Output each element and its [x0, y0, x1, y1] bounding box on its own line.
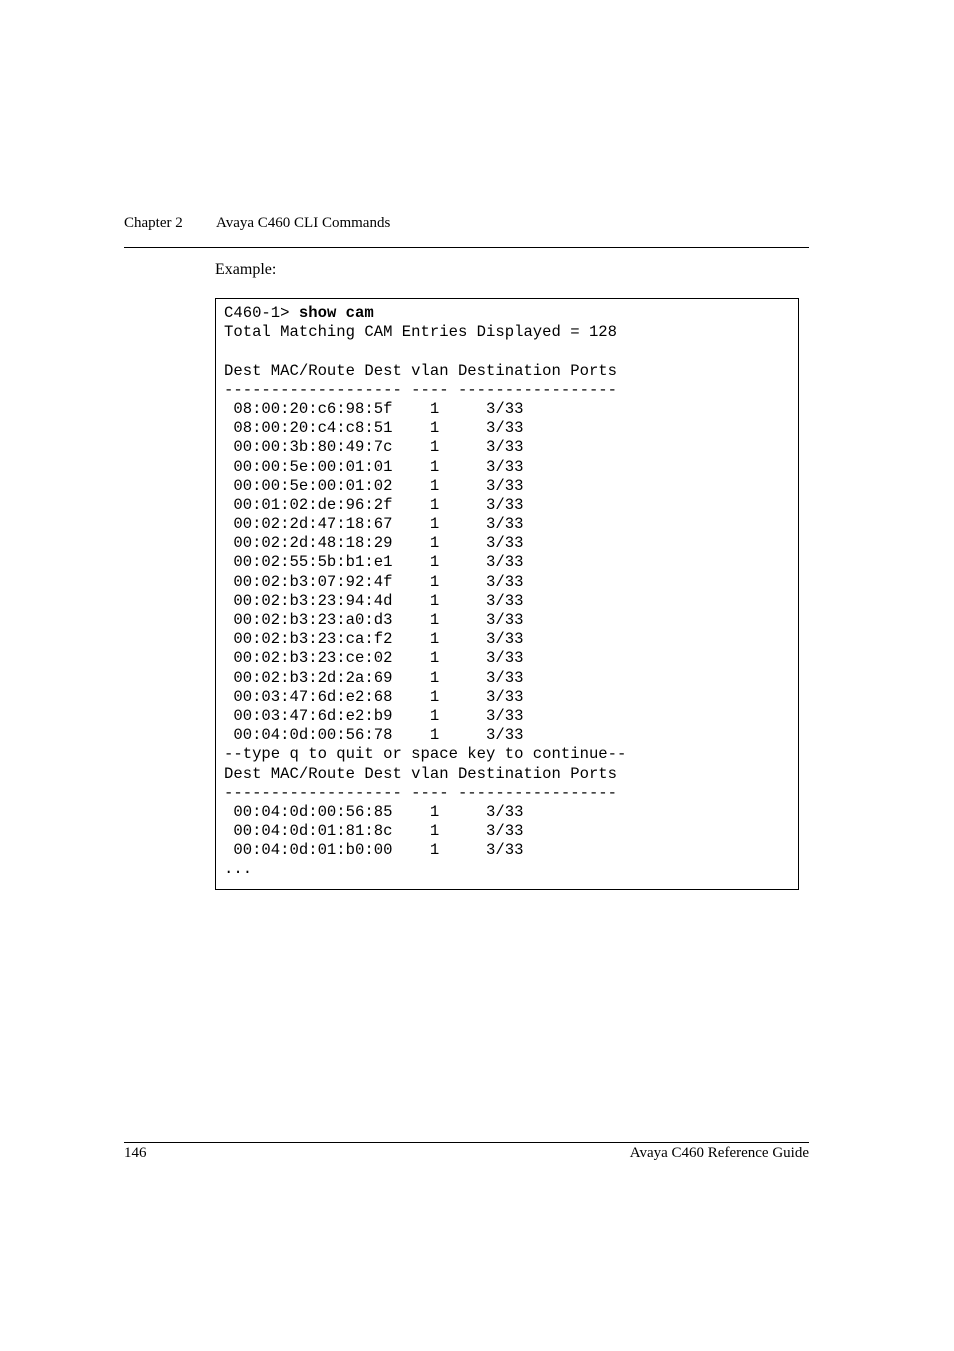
footer-rule: [124, 1142, 809, 1143]
cam-entry-row: 00:02:b3:23:ca:f2 1 3/33: [224, 630, 524, 649]
cam-entry-row: 00:02:55:5b:b1:e1 1 3/33: [224, 553, 524, 572]
cam-entry-row: 08:00:20:c4:c8:51 1 3/33: [224, 419, 524, 438]
chapter-label: Chapter 2: [124, 215, 183, 231]
command-line: [224, 304, 626, 323]
code-example-box: [215, 298, 799, 890]
cam-entry-row: 00:02:b3:23:94:4d 1 3/33: [224, 591, 524, 610]
cam-entry-row: 00:02:2d:48:18:29 1 3/33: [224, 534, 524, 553]
cli-prompt: C460-1>: [224, 304, 299, 322]
document-title: Avaya C460 Reference Guide: [629, 1145, 809, 1161]
column-header: Dest MAC/Route Dest vlan Destination Ports: [224, 361, 618, 380]
cam-entry-row: 00:00:5e:00:01:01 1 3/33: [224, 457, 524, 476]
cam-entry-row: 00:03:47:6d:e2:68 1 3/33: [224, 687, 524, 706]
cam-entry-row: 00:02:b3:23:ce:02 1 3/33: [224, 649, 524, 668]
cam-entry-row: 00:04:0d:00:56:78 1 3/33: [224, 726, 524, 745]
column-separator: ------------------- ---- -----------------: [224, 380, 618, 399]
cam-entry-row: 00:00:5e:00:01:02 1 3/33: [224, 476, 524, 495]
cam-entry-row: 08:00:20:c6:98:5f 1 3/33: [224, 399, 524, 418]
cam-entry-row: 00:04:0d:00:56:85 1 3/33: [224, 802, 524, 821]
cam-entry-row: 00:01:02:de:96:2f 1 3/33: [224, 495, 524, 514]
page-footer: [124, 1145, 809, 1167]
ellipsis-line: ...: [224, 860, 253, 879]
cam-entry-row: 00:02:2d:47:18:67 1 3/33: [224, 515, 524, 534]
cam-entries-page-1: [224, 400, 626, 745]
cam-entry-row: 00:00:3b:80:49:7c 1 3/33: [224, 438, 524, 457]
cam-entry-row: 00:04:0d:01:81:8c 1 3/33: [224, 822, 524, 841]
cam-entry-row: 00:02:b3:2d:2a:69 1 3/33: [224, 668, 524, 687]
cli-command: show cam: [298, 304, 374, 322]
continue-prompt: --type q to quit or space key to continue--: [224, 745, 627, 764]
cam-entry-row: 00:04:0d:01:b0:00 1 3/33: [224, 841, 524, 860]
example-label: Example:: [215, 261, 277, 278]
cam-entry-row: 00:02:b3:07:92:4f 1 3/33: [224, 572, 524, 591]
cam-entries-page-2: [224, 803, 626, 861]
cli-output: [224, 304, 626, 880]
cam-entry-row: 00:02:b3:23:a0:d3 1 3/33: [224, 611, 524, 629]
cam-entry-row: 00:03:47:6d:e2:b9 1 3/33: [224, 706, 524, 725]
column-separator-2: ------------------- ---- -----------------: [224, 783, 618, 802]
page-header: [124, 215, 809, 237]
blank-line: [224, 342, 626, 361]
column-header-2: Dest MAC/Route Dest vlan Destination Ports: [224, 764, 618, 783]
page-number: 146: [124, 1145, 147, 1161]
header-rule: [124, 247, 809, 248]
chapter-title: Avaya C460 CLI Commands: [216, 215, 391, 231]
total-entries-line: Total Matching CAM Entries Displayed = 128: [224, 323, 618, 342]
